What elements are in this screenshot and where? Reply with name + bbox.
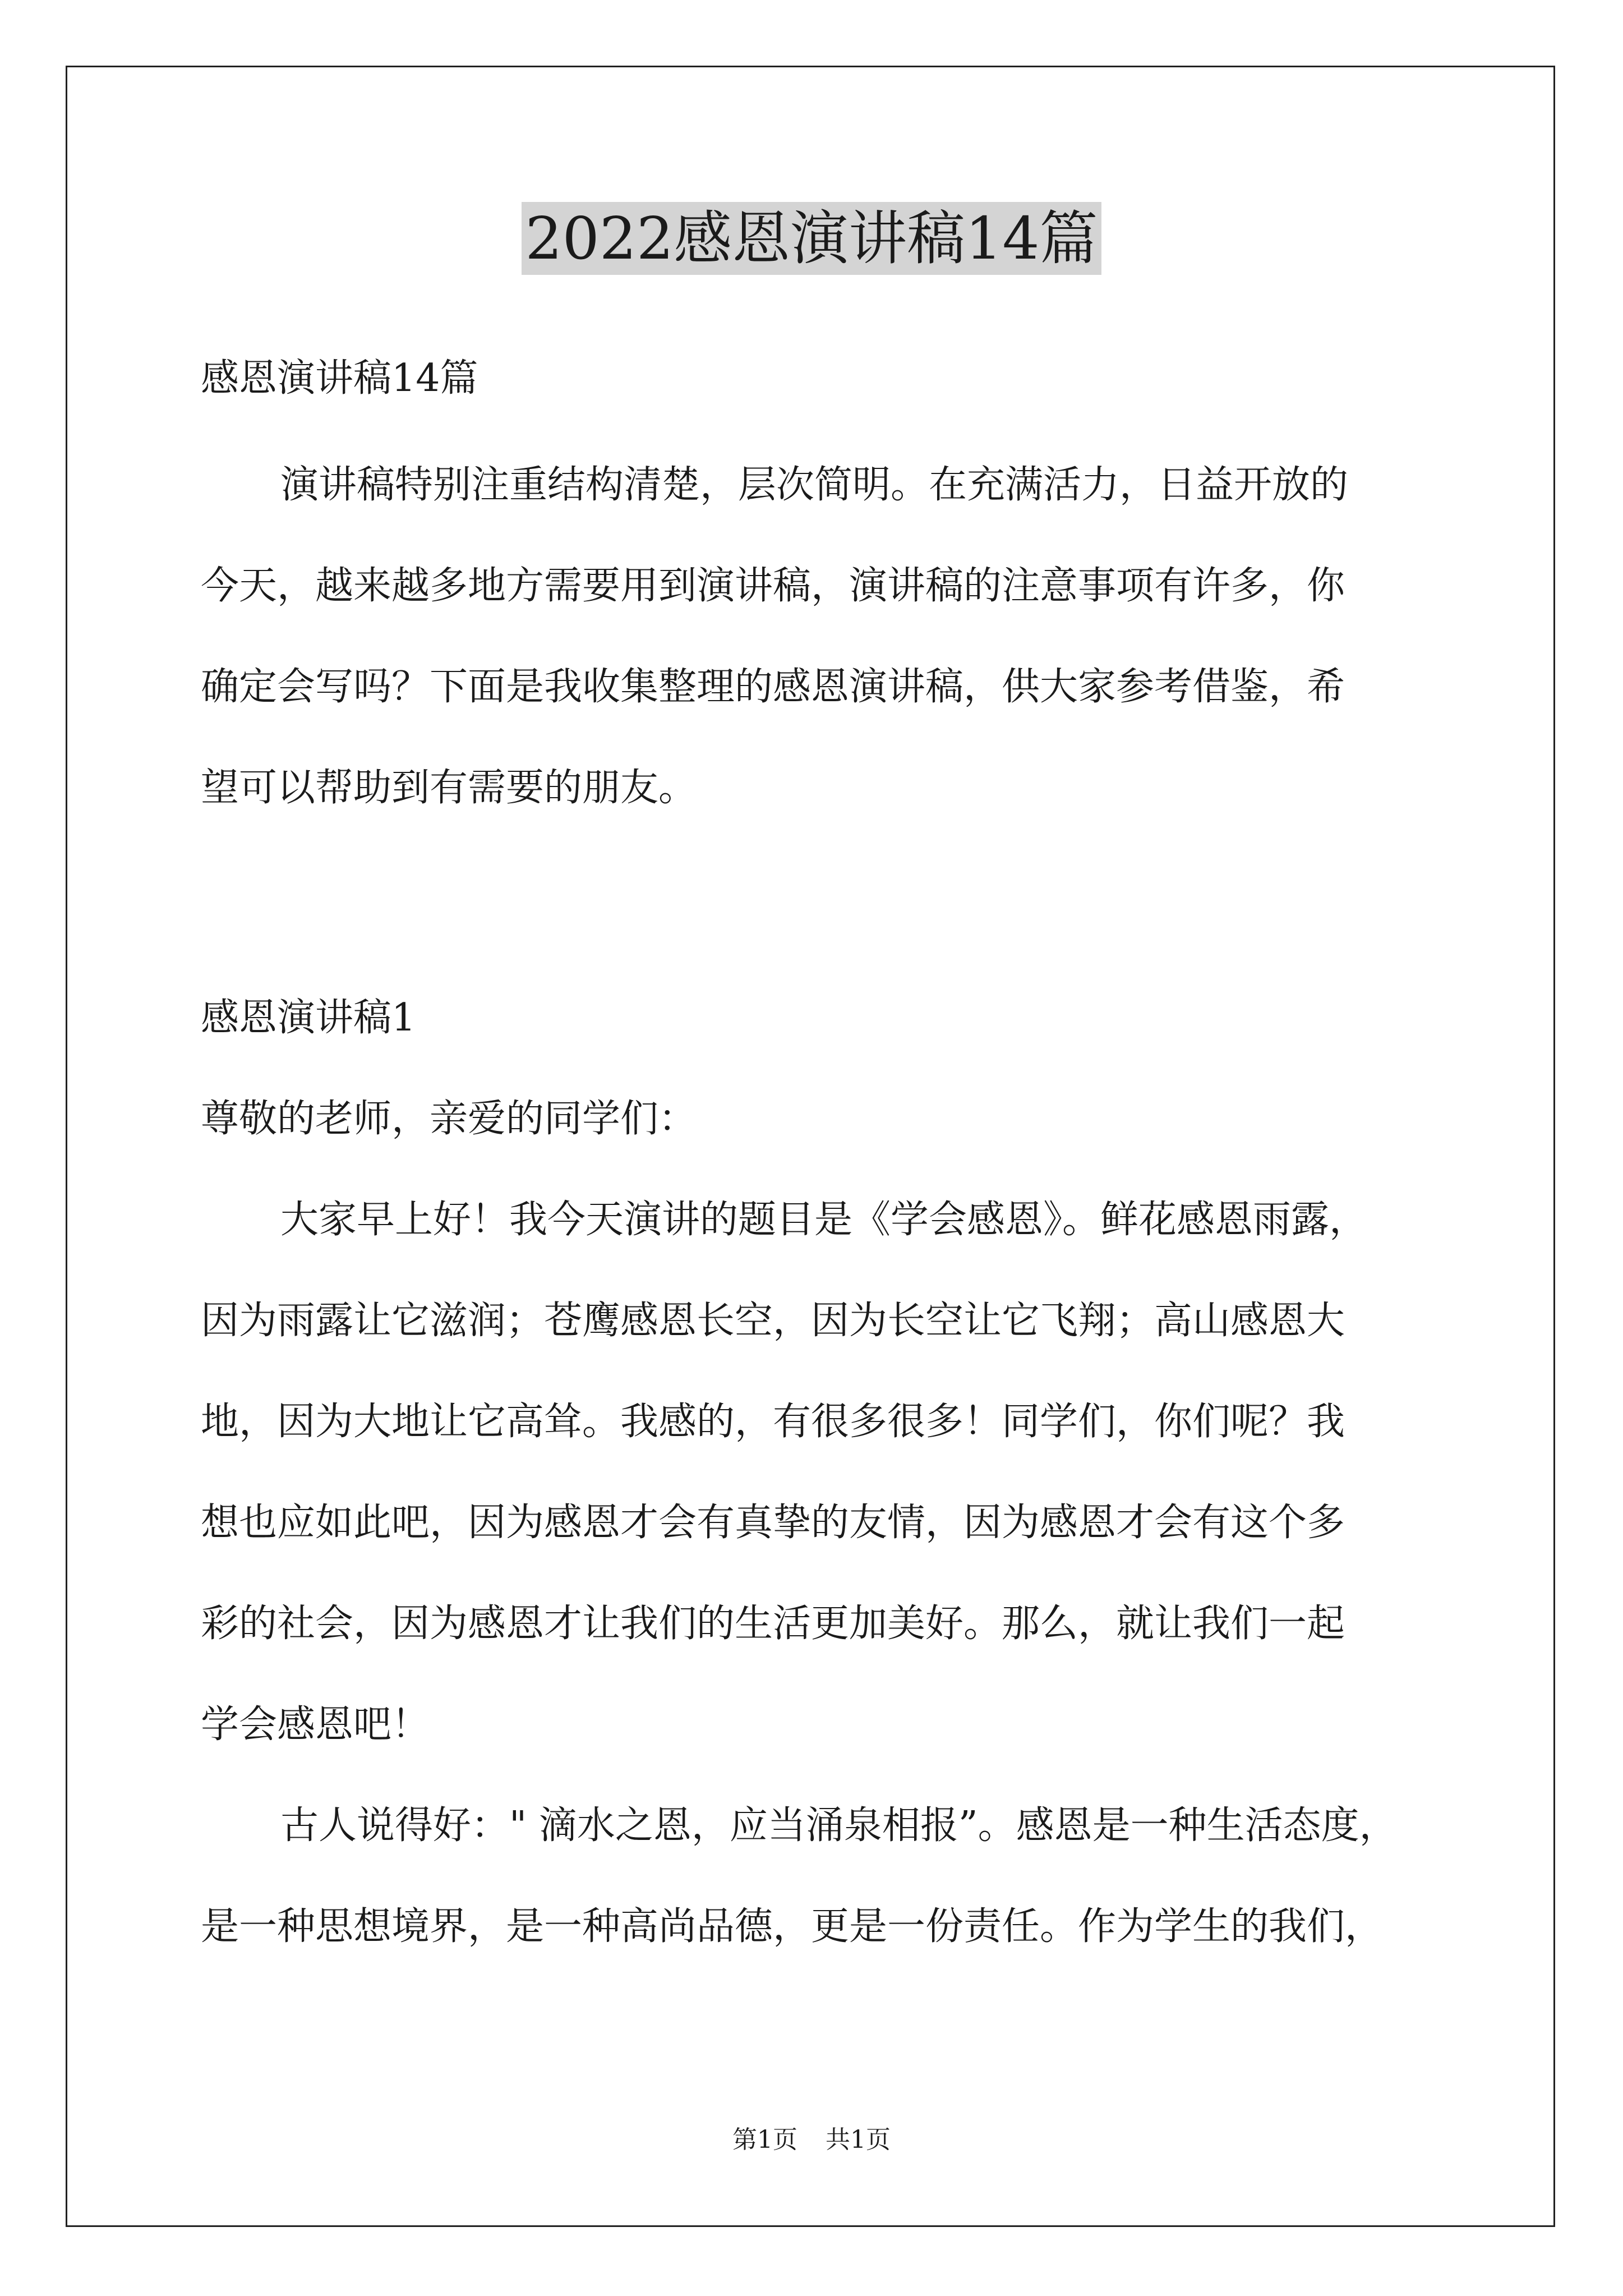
- document-subtitle: 感恩演讲稿14篇: [201, 356, 478, 401]
- paragraph1-line-6: 学会感恩吧！: [201, 1703, 430, 1747]
- page-number-total: 共1页: [826, 2125, 891, 2154]
- intro-line-1: 演讲稿特别注重结构清楚，层次简明。在充满活力，日益开放的: [280, 463, 1349, 507]
- section-heading: 感恩演讲稿1: [201, 996, 416, 1040]
- intro-line-4: 望可以帮助到有需要的朋友。: [201, 766, 697, 810]
- paragraph1-line-2: 因为雨露让它滋润；苍鹰感恩长空，因为长空让它飞翔；高山感恩大: [201, 1299, 1345, 1343]
- paragraph1-line-1: 大家早上好！我今天演讲的题目是《学会感恩》。鲜花感恩雨露，: [280, 1198, 1368, 1242]
- salutation: 尊敬的老师，亲爱的同学们：: [201, 1097, 697, 1141]
- intro-line-2: 今天，越来越多地方需要用到演讲稿，演讲稿的注意事项有许多，你: [201, 564, 1345, 608]
- paragraph1-line-5: 彩的社会，因为感恩才让我们的生活更加美好。那么，就让我们一起: [201, 1602, 1345, 1646]
- document-title: [0, 202, 1623, 292]
- page-number-current: 第1页: [732, 2125, 797, 2154]
- paragraph2-line-2: 是一种思想境界，是一种高尚品德，更是一份责任。作为学生的我们，: [201, 1904, 1384, 1949]
- paragraph1-line-4: 想也应如此吧，因为感恩才会有真挚的友情，因为感恩才会有这个多: [201, 1501, 1345, 1545]
- intro-line-3: 确定会写吗？下面是我收集整理的感恩演讲稿，供大家参考借鉴，希: [201, 665, 1345, 709]
- paragraph2-line-1: 古人说得好：" 滴水之恩，应当涌泉相报”。感恩是一种生活态度，: [280, 1803, 1398, 1848]
- document-title-text: 2022感恩演讲稿14篇: [522, 202, 1101, 275]
- paragraph1-line-3: 地，因为大地让它高耸。我感的，有很多很多！同学们，你们呢？我: [201, 1400, 1345, 1444]
- page-footer: [0, 2123, 1623, 2157]
